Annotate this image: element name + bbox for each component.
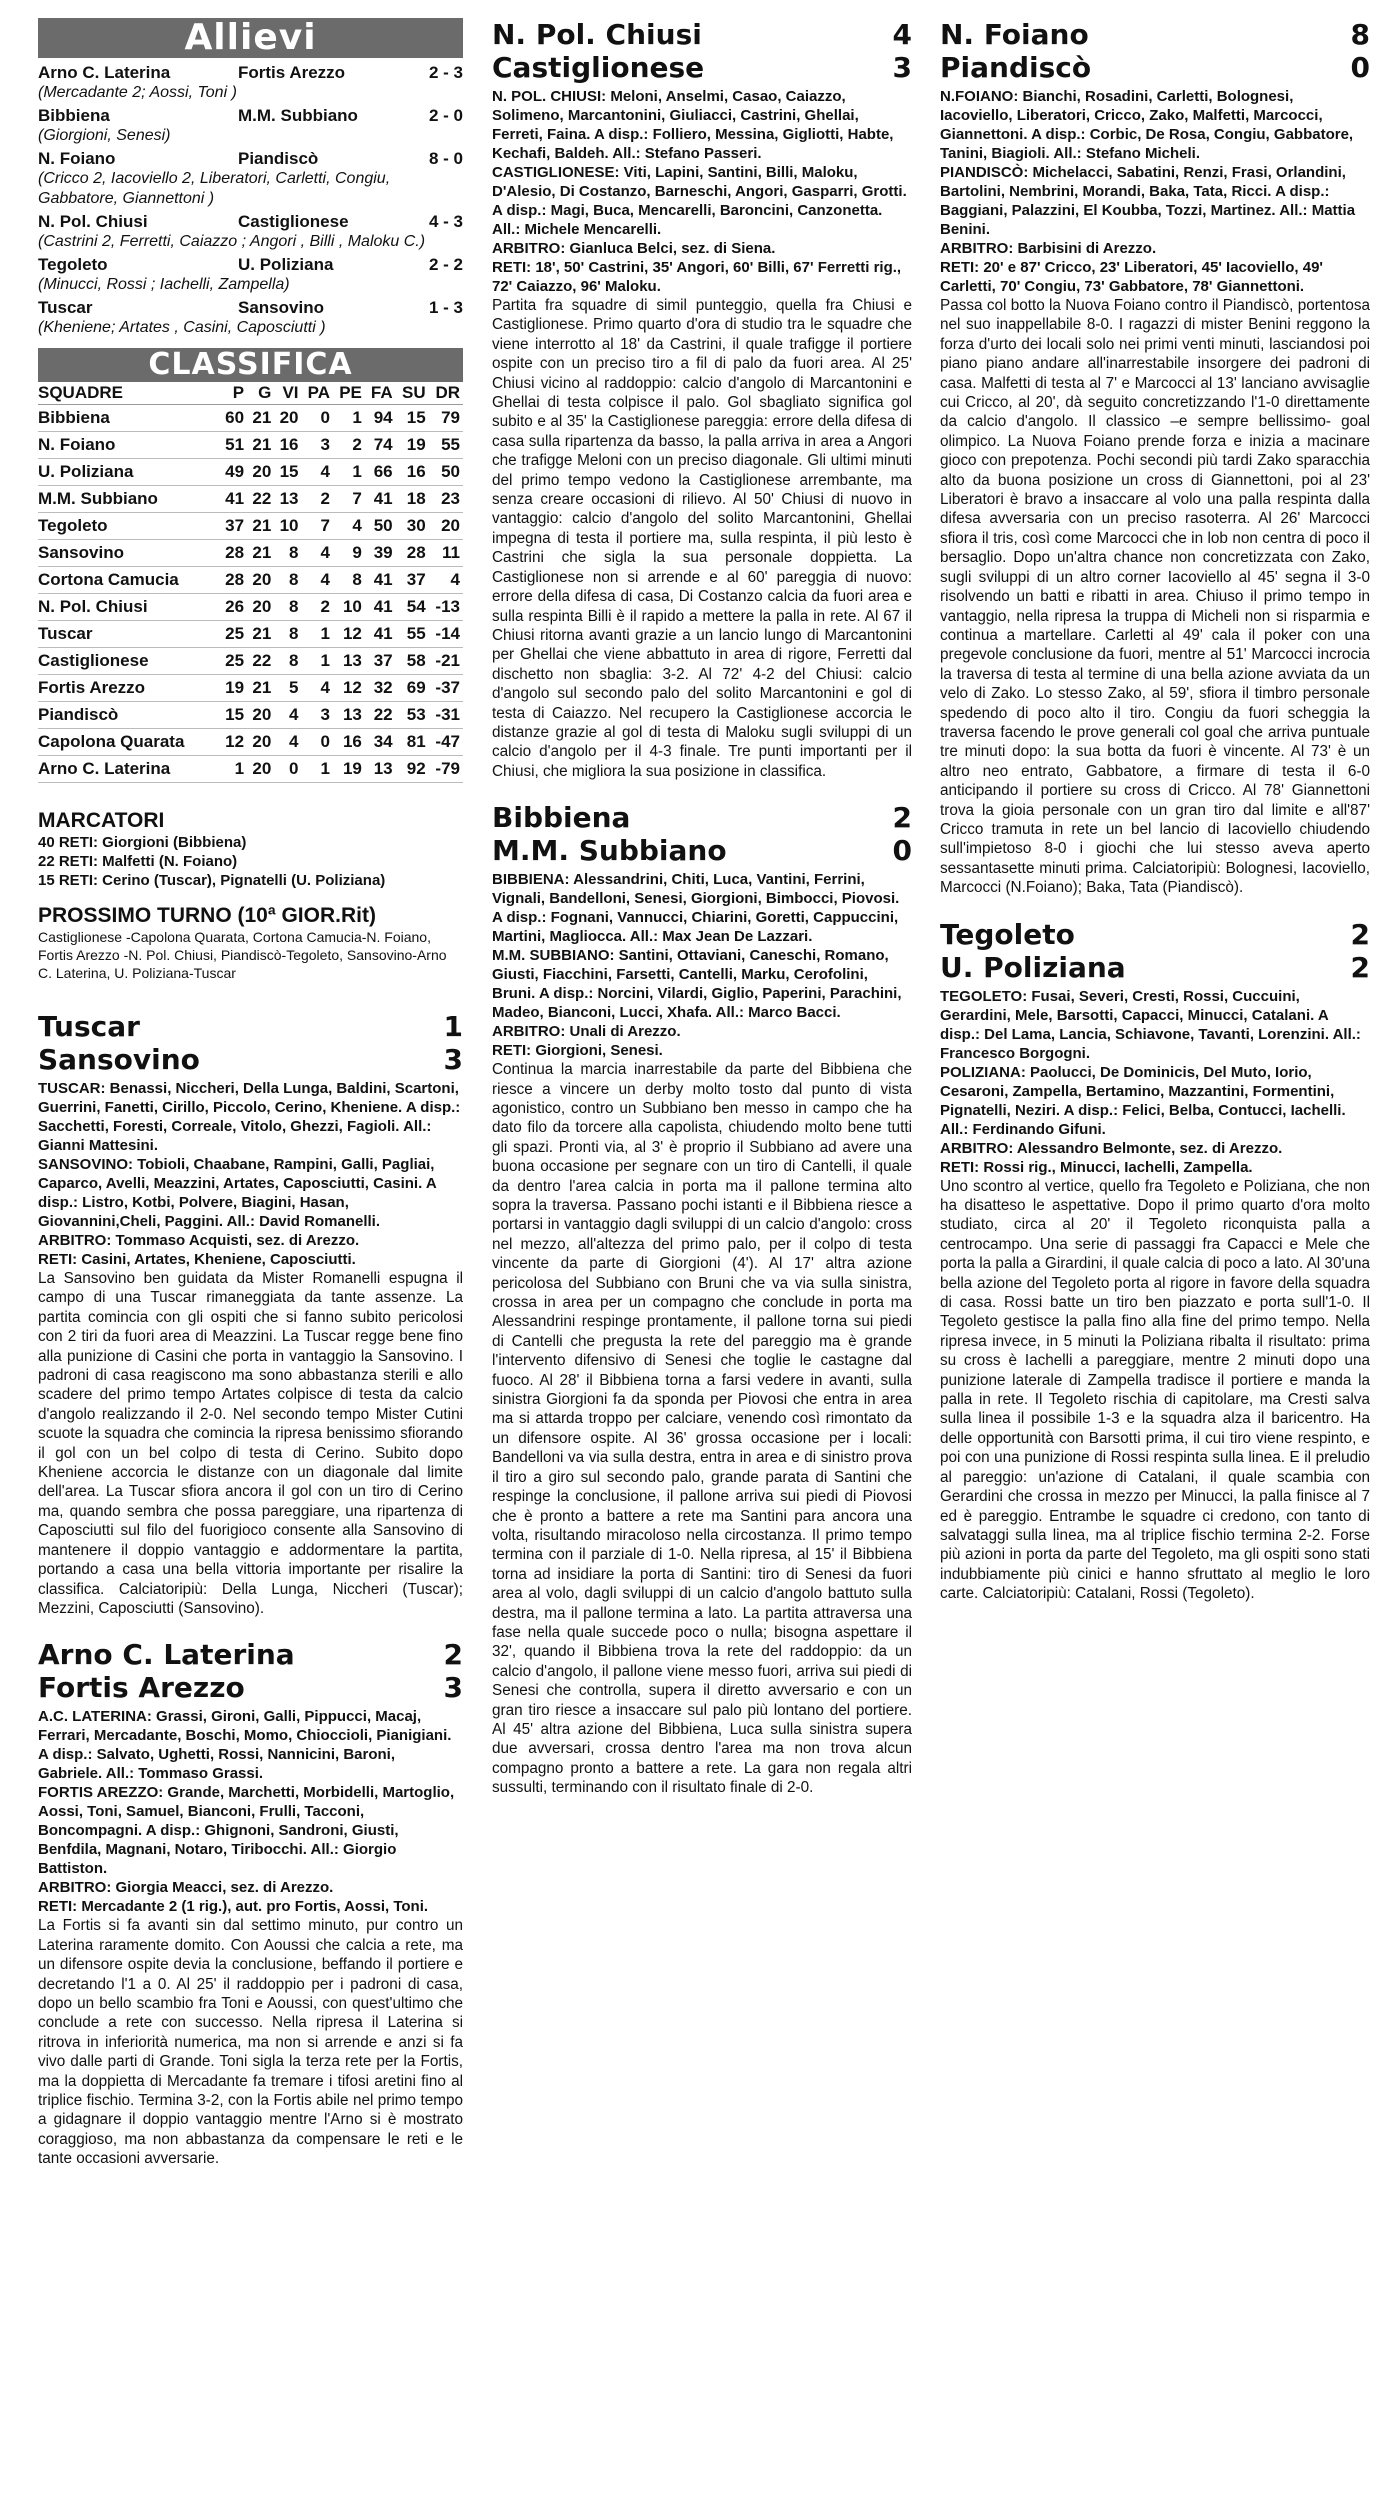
- result-row: [38, 62, 463, 83]
- stat-cell: 53: [396, 702, 429, 729]
- result-home: Bibbiena: [38, 106, 110, 125]
- results-list: [38, 62, 463, 338]
- reti: RETI: Casini, Artates, Kheniene, Caposciutti.: [38, 1251, 356, 1268]
- result-home: Tegoleto: [38, 255, 108, 274]
- table-row: [38, 756, 463, 783]
- match-article: [940, 18, 1370, 898]
- stat-cell: 49: [220, 459, 247, 486]
- stat-cell: 20: [247, 567, 274, 594]
- arbitro: ARBITRO: Alessandro Belmonte, sez. di Arezzo.: [940, 1139, 1283, 1157]
- result-score: 8 - 0: [428, 149, 463, 168]
- match-away: U. Poliziana: [940, 950, 1126, 984]
- match-away-score: 0: [892, 834, 912, 868]
- stat-cell: 10: [333, 594, 365, 621]
- result-scorers: (Giorgioni, Senesi): [38, 127, 171, 144]
- stat-cell: 21: [247, 540, 274, 567]
- stat-cell: 94: [365, 405, 396, 432]
- stat-cell: 4: [333, 513, 365, 540]
- column-middle: [492, 18, 912, 1798]
- match-away-score: 0: [1350, 51, 1370, 84]
- stat-cell: 66: [365, 459, 396, 486]
- stat-cell: 11: [429, 540, 463, 567]
- stat-cell: 0: [274, 756, 301, 783]
- lineup-away: M.M. SUBBIANO: Santini, Ottaviani, Caneschi, Romano, Giusti, Fiacchini, Farsetti, Cantelli, Marku, Cerofolini, Bruni. A disp.: Norcini, Vilardi, Giglio, Paperini, Parachini, Madeo, Bianconi, Lucci, Xhafa. All.: Marco Bacci.: [492, 947, 902, 1022]
- table-row: [38, 675, 463, 702]
- result-home: N. Foiano: [38, 149, 116, 168]
- stat-cell: 41: [365, 567, 396, 594]
- standings-header-cell: PA: [302, 382, 333, 405]
- stat-cell: 7: [333, 486, 365, 513]
- lineup-away: SANSOVINO: Tobioli, Chaabane, Rampini, Galli, Pagliai, Caparco, Avelli, Meazzini, Artates, Caposciutti, Casini. A disp.: Listro, Kotbi, Polvere, Biagini, Hasan, Giovannini,Cheli, Paggini. All.: David Romanelli.: [38, 1156, 437, 1230]
- match-home: Tuscar: [38, 1010, 140, 1043]
- stat-cell: 13: [333, 648, 365, 675]
- match-report: Partita fra squadre di simil punteggio, quella fra Chiusi e Castiglionese. Primo quarto d'ora di studio tra le squadre che viene interrotto al 18' da Castrini, il quale trafigge il portiere ospite con un preciso tiro a fil di palo da fuori area. Al 25' Chiusi vicino al raddoppio: calcio d'angolo di Marcantonini e Ghellai di testa colpisce il palo. Gol sbagliato significa gol subito e al 35' la Castiglionese pareggia: errore della difesa di casa sulla ripartenza da basso, la palla arriva in area a Angori che trafigge Meloni con un preciso diagonale. Gli ultimi minuti del primo tempo vedono la Castiglionese arrembante, ma senza creare occasioni di rilievo. Al 50' Chiusi di nuovo in vantaggio: calcio d'angolo del solito Marcantonini, Ghellai impegna di testa il portiere ma, sulla respinta, il più lesto è Castrini che sigla la sua personale doppietta. La Castiglionese non si arrende e al 60' pareggia di nuovo: errore della difesa di casa, Di Costanzo calcia da fuori area e sulla respinta Billi è il rapido a mettere la palla in rete. Al 67 il Chiusi ritorna avanti grazie a un lancio lungo di Marcantonini per Ghellai che viene abbattuto in area di rigore, Ferretti dal dischetto non sbaglia: 3-2. Al 72' 4-2 del Chiusi: calcio d'angolo sul secondo palo del solito Marcantonini e gol di testa di Caiazzo. Nel recupero la Castiglionese accorcia le distanze grazie al gol di testa di Maloku sugli sviluppi di un calcio d'angolo per il 4-3 finale. Tre punti importanti per il Chiusi, che migliora la sua posizione in classifica.: [492, 297, 912, 780]
- lineup-away: FORTIS AREZZO: Grande, Marchetti, Morbidelli, Martoglio, Aossi, Toni, Samuel, Bianconi, Frulli, Tacconi, Boncompagni. A disp.: Ghignoni, Sandroni, Giusti, Benfdila, Magnani, Notaro, Tiribocchi. All.: Giorgio Battiston.: [38, 1784, 455, 1878]
- match-away: Fortis Arezzo: [38, 1671, 245, 1705]
- stat-cell: 21: [247, 621, 274, 648]
- stat-cell: 32: [365, 675, 396, 702]
- stat-cell: 15: [274, 459, 301, 486]
- result-home: Arno C. Laterina: [38, 63, 171, 82]
- stat-cell: 92: [396, 756, 429, 783]
- stat-cell: 15: [396, 405, 429, 432]
- table-row: [38, 459, 463, 486]
- scorer-line: 40 RETI: Giorgioni (Bibbiena): [38, 834, 247, 851]
- standings-header-cell: PE: [333, 382, 365, 405]
- stat-cell: 16: [274, 432, 301, 459]
- stat-cell: 8: [274, 594, 301, 621]
- stat-cell: -14: [429, 621, 463, 648]
- match-away-score: 3: [443, 1671, 463, 1705]
- stat-cell: 55: [429, 432, 463, 459]
- result-row: [38, 148, 463, 169]
- column-left: [38, 18, 463, 2169]
- match-home: N. Pol. Chiusi: [492, 18, 702, 51]
- team-name: M.M. Subbiano: [38, 486, 220, 513]
- match-home-row: [940, 18, 1370, 51]
- stat-cell: 9: [333, 540, 365, 567]
- match-home: N. Foiano: [940, 18, 1089, 51]
- stat-cell: 13: [333, 702, 365, 729]
- result-away: Fortis Arezzo: [238, 63, 346, 82]
- team-name: Arno C. Laterina: [38, 756, 220, 783]
- match-home-score: 1: [443, 1010, 463, 1043]
- stat-cell: 4: [302, 675, 333, 702]
- match-away: Piandiscò: [940, 51, 1092, 84]
- reti: RETI: 18', 50' Castrini, 35' Angori, 60' Billi, 67' Ferretti rig., 72' Caiazzo, 96' Maloku.: [492, 259, 902, 295]
- match-away-row: [492, 834, 912, 867]
- stat-cell: 12: [220, 729, 247, 756]
- standings-table: [38, 382, 463, 783]
- team-name: N. Pol. Chiusi: [38, 594, 220, 621]
- stat-cell: 21: [247, 432, 274, 459]
- stat-cell: 51: [220, 432, 247, 459]
- stat-cell: -37: [429, 675, 463, 702]
- stat-cell: 4: [274, 729, 301, 756]
- table-row: [38, 594, 463, 621]
- team-name: Sansovino: [38, 540, 220, 567]
- stat-cell: 39: [365, 540, 396, 567]
- stat-cell: 79: [429, 405, 463, 432]
- stat-cell: 22: [365, 702, 396, 729]
- match-home-score: 8: [1350, 18, 1370, 51]
- stat-cell: 26: [220, 594, 247, 621]
- table-row: [38, 432, 463, 459]
- table-row: [38, 702, 463, 729]
- stat-cell: 41: [365, 486, 396, 513]
- stat-cell: 19: [396, 432, 429, 459]
- match-article: [492, 801, 912, 1797]
- stat-cell: 15: [220, 702, 247, 729]
- result-scorers: (Minucci, Rossi ; Iachelli, Zampella): [38, 276, 290, 293]
- match-report: Uno scontro al vertice, quello fra Tegoleto e Poliziana, che non ha disatteso le aspettative. Dopo il primo quarto d'ora molto studiato, circa al 20' il Tegoleto riconquista palla a centrocampo. Una serie di passaggi fra Capacci e Mele che porta la palla a Girardini, il quale calcia di poco a lato. Al 30'una bella azione del Tegoleto porta al rigore in favore della squadra di casa. Rossi batte un tiro ben piazzato e porta sull'1-0. Il Tegoleto gestisce la palla fino alla fine del primo tempo. Nella ripresa invece, in 5 minuti la Poliziana ribalta il risultato: prima su cross è Iachelli a pareggiare, mentre 2 minuti dopo una punizione laterale di Zampella tradisce il portiere e manda la palla in rete. Il Tegoleto rischia di capitolare, ma Cresti salva sulla linea il possibile 1-3 e la squadra alza il baricentro. Ha delle opportunità con Barsotti prima, il cui tiro viene respinto, e poi con una punizione di Rossi respinta sulla linea. E il preludio al pareggio: un'azione di Catalani, il quale scambia con Gerardini che crossa in mezzo per Minucci, la palla finisce al 7 ed è pareggio. Entrambe le squadre ci credono, con tanto di salvataggi sulla linea, ma al triplice fischio termina 2-2. Forse più azioni in porta da parte del Tegoleto, ma gli ospiti sono stati indubbiamente più cinici e hanno sfruttato al meglio le loro carte. Calciatoripiù: Catalani, Rossi (Tegoleto).: [940, 1177, 1370, 1603]
- marcatori-title: MARCATORI: [38, 809, 165, 832]
- match-home-row: [940, 918, 1370, 951]
- stat-cell: 50: [429, 459, 463, 486]
- result-score: 2 - 3: [428, 63, 463, 82]
- match-home-score: 4: [892, 18, 912, 51]
- match-away-row: [940, 51, 1370, 84]
- lineup-away: POLIZIANA: Paolucci, De Dominicis, Del Muto, Iorio, Cesaroni, Zampella, Bertamino, Mazzantini, Formentini, Pignatelli, Neziri. A disp.: Felici, Belba, Contucci, Iachelli. All.: Ferdinando Gifuni.: [940, 1063, 1346, 1138]
- stat-cell: 0: [302, 729, 333, 756]
- result-away: U. Poliziana: [238, 255, 334, 274]
- stat-cell: 2: [302, 594, 333, 621]
- standings-header-cell: P: [220, 382, 247, 405]
- stat-cell: 12: [333, 621, 365, 648]
- lineup-away: PIANDISCÒ: Michelacci, Sabatini, Renzi, Frasi, Orlandini, Bartolini, Nembrini, Morandi, Baka, Tata, Ricci. A disp.: Baggiani, Palazzini, El Koubba, Tozzi, Martinez. All.: Mattia Benini.: [940, 164, 1356, 238]
- match-home-score: 2: [1350, 917, 1370, 951]
- stat-cell: 25: [220, 621, 247, 648]
- stat-cell: -79: [429, 756, 463, 783]
- lineup-home: A.C. LATERINA: Grassi, Gironi, Galli, Pippucci, Macaj, Ferrari, Mercadante, Boschi, Momo, Chioccioli, Pianigiani. A disp.: Salvato, Ughetti, Rossi, Nannicini, Baroni, Gabriele. All.: Tommaso Grassi.: [38, 1708, 452, 1783]
- stat-cell: 41: [365, 594, 396, 621]
- standings-header-cell: SQUADRE: [38, 382, 220, 405]
- result-score: 2 - 0: [428, 106, 463, 125]
- stat-cell: 1: [220, 756, 247, 783]
- table-row: [38, 621, 463, 648]
- standings-header-cell: FA: [365, 382, 396, 405]
- match-home-row: [492, 18, 912, 51]
- stat-cell: 18: [396, 486, 429, 513]
- match-report: Passa col botto la Nuova Foiano contro il Piandiscò, portentosa nel suo inappellabile 8-0. I ragazzi di mister Benini reggono la forza d'urto dei locali solo nei primi venti minuti, lasciandosi poi piano piano andare all'inarrestabile insorgere dei padroni di casa. Malfetti di testa al 7' e Marcocci al 13' lanciano avvisaglie cui Cricco, al 20', dà seguito concretizzando l'1-0 direttamente da calcio d'angolo. Il classico –e sempre bellissimo- goal olimpico. La Nuova Foiano prende forza e inizia a macinare gioco con prepotenza. Pochi secondi più tardi Zako sparacchia alto da buona posizione un cross di Giannettoni, poi al 23' Liberatori è bravo a insaccare al volo una palla respinta dalla difesa avversaria con un preciso rasoterra. Al 26' Marcocci sfiora il tris, così come Marcocci che in lob non centra di poco il bersaglio. Dopo un'altra chance non concretizzata con Zako, sugli sviluppi di un altro corner Iacoviello al 45' segna il 3-0 risolvendo un batti e ribatti in area. Chiuso il primo tempo in vantaggio, nella ripresa la truppa di Micheli non si risparmia e continua a martellare. Carletti al 49' cala il poker con una pregevole conclusione da fuori, mentre al 51' Marcocci incrocia la traversa di testa al termine di una bella azione avviata da un velo di Zako. Lo stesso Zako, al 59', sfiora il timbro personale spedendo di poco alto il tiro. Congiu da fuori scheggia la traversa facendo le prove generali col goal che arriva puntuale tre minuti dopo: la sua botta da fuori è vincente. Al 73' è un altro neo entrato, Gabbatore, a firmare di testa il 6-0 anticipando il portiere su cross di Cricco. Al 78' Giannettoni trova la gioia personale con un gran tiro dal limite e all'87' Cricco tramuta in rete un bel lancio di Iacoviello chiudendo sull'impietoso 8-0 i giochi che lui stesso aveva aperto sessantasette minuti prima. Calciatoripiù: Bolognesi, Iacoviello, Marcocci (N.Foiano); Baka, Tata (Piandiscò).: [940, 297, 1370, 897]
- stat-cell: 8: [274, 540, 301, 567]
- arbitro: ARBITRO: Giorgia Meacci, sez. di Arezzo.: [38, 1879, 334, 1897]
- stat-cell: 1: [333, 459, 365, 486]
- stat-cell: 20: [247, 702, 274, 729]
- reti: RETI: Mercadante 2 (1 rig.), aut. pro Fortis, Aossi, Toni.: [38, 1898, 429, 1916]
- result-away: Sansovino: [238, 298, 324, 317]
- stat-cell: 20: [247, 729, 274, 756]
- table-row: [38, 729, 463, 756]
- stat-cell: 8: [333, 567, 365, 594]
- stat-cell: 20: [247, 594, 274, 621]
- match-home-row: [38, 1010, 463, 1043]
- result-row: [38, 254, 463, 275]
- team-name: Tuscar: [38, 621, 220, 648]
- standings-header-row: [38, 382, 463, 405]
- match-away-row: [38, 1043, 463, 1076]
- match-home-row: [38, 1638, 463, 1671]
- stat-cell: 3: [302, 702, 333, 729]
- stat-cell: 13: [365, 756, 396, 783]
- table-row: [38, 567, 463, 594]
- arbitro: ARBITRO: Tommaso Acquisti, sez. di Arezzo.: [38, 1232, 360, 1249]
- result-home: Tuscar: [38, 298, 93, 317]
- result-away: M.M. Subbiano: [238, 106, 358, 125]
- stat-cell: 16: [396, 459, 429, 486]
- result-score: 4 - 3: [428, 212, 463, 231]
- stat-cell: 2: [333, 432, 365, 459]
- stat-cell: 7: [302, 513, 333, 540]
- match-home-score: 2: [443, 1638, 463, 1672]
- stat-cell: 19: [220, 675, 247, 702]
- stat-cell: 4: [302, 540, 333, 567]
- result-home: N. Pol. Chiusi: [38, 212, 148, 231]
- scorer-line: 15 RETI: Cerino (Tuscar), Pignatelli (U. Poliziana): [38, 872, 386, 889]
- match-away-score: 3: [892, 51, 912, 84]
- stat-cell: 69: [396, 675, 429, 702]
- stat-cell: 19: [333, 756, 365, 783]
- stat-cell: 34: [365, 729, 396, 756]
- lineup-home: TEGOLETO: Fusai, Severi, Cresti, Rossi, Cuccuini, Gerardini, Mele, Barsotti, Capacci, Minucci, Catalani. A disp.: Del Lama, Lancia, Schiavone, Tavanti, Lorenzini. All.: Francesco Borgogni.: [940, 987, 1361, 1062]
- result-scorers: (Kheniene; Artates , Casini, Caposciutti ): [38, 319, 326, 336]
- prossimo-turno-text: Castiglionese -Capolona Quarata, Cortona Camucia-N. Foiano, Fortis Arezzo -N. Pol. Chiusi, Piandiscò-Tegoleto, Sansovino-Arno C. Laterina, U. Poliziana-Tuscar: [38, 929, 447, 981]
- lineup-home: N. POL. CHIUSI: Meloni, Anselmi, Casao, Caiazzo, Solimeno, Marcantonini, Giuliacci, Castrini, Ghellai, Ferreti, Faina. A disp.: Folliero, Messina, Gigliotti, Habte, Kechafi, Baldeh. All.: Stefano Passeri.: [492, 88, 894, 162]
- stat-cell: 23: [429, 486, 463, 513]
- stat-cell: 1: [302, 756, 333, 783]
- match-report: La Sansovino ben guidata da Mister Romanelli espugna il campo di una Tuscar rimaneggiata da tante assenze. La partita comincia con gli ospiti che si fanno subito pericolosi con 2 tiri da fuori area di Meazzini. La Tuscar regge bene fino alla punizione di Casini che porta in vantaggio la Sansovino. I padroni di casa reagiscono ma sono abbastanza sterili e allo scadere del primo tempo Artates colpisce di testa da calcio d'angolo realizzando il 2-0. Nel secondo tempo Mister Cutini scuote la squadra che comincia la ripresa benissimo sfiorando il gol con un bel colpo di testa di Cerino. Subito dopo Kheniene accorcia le distanze con un diagonale dal limite dell'area. La Tuscar sfiora ancora il gol con un tiro di Cerino ma, quando sembra che possa pareggiare, una ripartenza di Caposciutti sul filo del fuorigioco consente alla Sansovino di mantenere il doppio vantaggio e addormentare la partita, portando a casa una bella vittoria importante per risalire la classifica. Calciatoripiù: Della Lunga, Niccheri (Tuscar); Mezzini, Caposciutti (Sansovino).: [38, 1270, 463, 1617]
- result-scorers: (Cricco 2, Iacoviello 2, Liberatori, Carletti, Congiu, Gabbatore, Giannettoni ): [38, 170, 391, 207]
- stat-cell: -21: [429, 648, 463, 675]
- stat-cell: 16: [333, 729, 365, 756]
- stat-cell: 5: [274, 675, 301, 702]
- standings-header-cell: VI: [274, 382, 301, 405]
- stat-cell: 0: [302, 405, 333, 432]
- result-row: [38, 211, 463, 232]
- match-away-row: [38, 1671, 463, 1704]
- arbitro: ARBITRO: Gianluca Belci, sez. di Siena.: [492, 240, 776, 257]
- stat-cell: 4: [429, 567, 463, 594]
- team-name: Capolona Quarata: [38, 729, 220, 756]
- stat-cell: 21: [247, 513, 274, 540]
- result-score: 1 - 3: [428, 298, 463, 317]
- stat-cell: 28: [220, 567, 247, 594]
- stat-cell: 21: [247, 405, 274, 432]
- stat-cell: 20: [274, 405, 301, 432]
- lineup-away: CASTIGLIONESE: Viti, Lapini, Santini, Billi, Maloku, D'Alesio, Di Costanzo, Barneschi, Angori, Gasparri, Grotti. A disp.: Magi, Buca, Mencarelli, Baroncini, Canzonetta. All.: Michele Mencarelli.: [492, 164, 907, 238]
- stat-cell: 8: [274, 621, 301, 648]
- stat-cell: 54: [396, 594, 429, 621]
- result-row: [38, 105, 463, 126]
- table-row: [38, 486, 463, 513]
- match-article: [492, 18, 912, 781]
- match-home: Arno C. Laterina: [38, 1638, 295, 1672]
- stat-cell: 58: [396, 648, 429, 675]
- marcatori-list: [38, 833, 463, 890]
- stat-cell: 3: [302, 432, 333, 459]
- match-report: Continua la marcia inarrestabile da parte del Bibbiena che riesce a vincere un derby molto tosto dal punto di vista agonistico, contro un Subbiano ben messo in campo che ha dato filo da torcere alla capolista, chiudendo molto bene tutti gli spazi. Pronti via, al 3' è proprio il Subbiano ad avere una buona occasione per segnare con un tiro di Cantelli, il quale da dentro l'area calcia in porta ma il pallone termina alto sopra la traversa. Passano pochi istanti e il Bibbiena riesce a portarsi in vantaggio dagli sviluppi di un calcio d'angolo: cross nel mezzo, all'altezza del primo palo, per il colpo di testa vincente da parte di Giorgioni (4'). Al 17' altra azione pericolosa del Subbiano con Bruni che va via sulla sinistra, crossa in area per un compagno che conclude in porta ma Alessandrini respinge prontamente, il pallone torna sui piedi di Cantelli che pregusta la rete del pareggio ma è grande l'intervento difensivo di Senesi che toglie le castagne dal fuoco. Al 28' il Bibbiena torna a farsi vedere in avanti, sulla sinistra Giorgioni fa da sponda per Piovosi che entra in area ma si attarda troppo per calciare, venendo così rimontato da un difensore ospite. Al 36' grossa occasione per i locali: Bandelloni va via sulla destra, entra in area e di sinistro prova il tiro a giro sul secondo palo, grande parata di Santini che respinge la conclusione, il pallone arriva sui piedi di Piovosi che è pronto a battere a rete ma Santini para ancora una volta, risultando miracoloso nella circostanza. Il primo tempo termina con il parziale di 1-0. Nella ripresa, al 15' il Bibbiena torna ad insidiare la porta di Santini: tiro di Senesi da fuori area al volo, dagli sviluppi di un calcio d'angolo battuto sulla destra, ma il pallone termina a lato. La partita attraversa una fase nella quale succede poco o nulla; bisogna aspettare il 32', quando il Bibbiena trova la rete del raddoppio: da un calcio d'angolo, il pallone viene messo fuori, arriva sui piedi di Senesi che controlla, supera il diretto avversario e con un gran tiro riesce a insaccare sul palo più lontano del portiere. Al 45' altra azione del Bibbiena, Luca sulla sinistra supera due avversari, crossa dentro l'area ma non trova alcun compagno pronto a battere a rete. La gara non regala altri sussulti, terminando con il risultato finale di 2-0.: [492, 1061, 912, 1797]
- standings-header-cell: G: [247, 382, 274, 405]
- standings-header-cell: DR: [429, 382, 463, 405]
- stat-cell: 81: [396, 729, 429, 756]
- prossimo-turno-title: PROSSIMO TURNO (10ª GIOR.Rit): [38, 904, 376, 927]
- stat-cell: 1: [333, 405, 365, 432]
- team-name: Tegoleto: [38, 513, 220, 540]
- stat-cell: 22: [247, 648, 274, 675]
- stat-cell: 28: [396, 540, 429, 567]
- match-away: Sansovino: [38, 1043, 200, 1076]
- stat-cell: 37: [220, 513, 247, 540]
- stat-cell: 12: [333, 675, 365, 702]
- match-away-row: [940, 951, 1370, 984]
- match-home: Bibbiena: [492, 801, 631, 835]
- arbitro: ARBITRO: Unali di Arezzo.: [492, 1023, 681, 1041]
- match-home: Tegoleto: [940, 917, 1075, 951]
- stat-cell: 37: [396, 567, 429, 594]
- result-score: 2 - 2: [428, 255, 463, 274]
- result-away: Piandiscò: [238, 149, 319, 168]
- match-article: [38, 1010, 463, 1618]
- match-away-row: [492, 51, 912, 84]
- stat-cell: 22: [247, 486, 274, 513]
- match-away: Castiglionese: [492, 51, 705, 84]
- stat-cell: 20: [247, 459, 274, 486]
- result-scorers: (Castrini 2, Ferretti, Caiazzo ; Angori , Billi , Maloku C.): [38, 233, 426, 250]
- stat-cell: 4: [302, 567, 333, 594]
- stat-cell: 13: [274, 486, 301, 513]
- table-row: [38, 540, 463, 567]
- stat-cell: 8: [274, 648, 301, 675]
- match-article: [38, 1638, 463, 2168]
- standings-header-cell: SU: [396, 382, 429, 405]
- team-name: Bibbiena: [38, 405, 220, 432]
- classifica-header: CLASSIFICA: [38, 348, 463, 382]
- lineup-home: N.FOIANO: Bianchi, Rosadini, Carletti, Bolognesi, Iacoviello, Liberatori, Cricco, Zako, Malfetti, Marcocci, Giannettoni. A disp.: Corbic, De Rosa, Congiu, Gabbatore, Tanini, Biagioli. All.: Stefano Micheli.: [940, 88, 1354, 162]
- stat-cell: 60: [220, 405, 247, 432]
- stat-cell: -13: [429, 594, 463, 621]
- team-name: Piandiscò: [38, 702, 220, 729]
- reti: RETI: Giorgioni, Senesi.: [492, 1042, 663, 1060]
- table-row: [38, 648, 463, 675]
- lineup-home: TUSCAR: Benassi, Niccheri, Della Lunga, Baldini, Scartoni, Guerrini, Fanetti, Cirillo, Piccolo, Cerino, Kheniene. A disp.: Sacchetti, Foresti, Correale, Vitolo, Ghezzi, Fagioli. All.: Gianni Mattesini.: [38, 1080, 461, 1154]
- table-row: [38, 513, 463, 540]
- match-away: M.M. Subbiano: [492, 834, 727, 868]
- stat-cell: 10: [274, 513, 301, 540]
- match-away-score: 2: [1350, 950, 1370, 984]
- stat-cell: 30: [396, 513, 429, 540]
- column-right: [940, 18, 1370, 1604]
- reti: RETI: Rossi rig., Minucci, Iachelli, Zampella.: [940, 1158, 1253, 1176]
- lineup-home: BIBBIENA: Alessandrini, Chiti, Luca, Vantini, Ferrini, Vignali, Bandelloni, Senesi, Giorgioni, Bimbocci, Piovosi. A disp.: Fognani, Vannucci, Chiarini, Goretti, Cappuccini, Martini, Magliocca. All.: Max Jean De Lazzari.: [492, 871, 900, 946]
- team-name: Cortona Camucia: [38, 567, 220, 594]
- table-row: [38, 405, 463, 432]
- stat-cell: 25: [220, 648, 247, 675]
- match-home-score: 2: [892, 801, 912, 835]
- stat-cell: 55: [396, 621, 429, 648]
- stat-cell: 4: [302, 459, 333, 486]
- stat-cell: 1: [302, 648, 333, 675]
- match-report: La Fortis si fa avanti sin dal settimo minuto, pur contro un Laterina raramente domito. Con Aoussi che calcia a rete, ma un difensore ospite devia la conclusione, beffando il portiere e decretando l'1 a 0. Al 25' il raddoppio per i padroni di casa, dopo un bello scambio fra Toni e Aoussi, con quest'ultimo che conclude a rete con successo. Nella ripresa il Laterina si ritrova in inferiorità numerica, ma non si arrende e anzi si fa vivo dalle parti di Grande. Toni sigla la terza rete per la Fortis, ma la doppietta di Mercadante fa tremare i tifosi aretini fino al triplice fischio. Termina 3-2, con la Fortis abile nel primo tempo a gidagnare il doppio vantaggio mentre l'Arno si è mostrato coraggioso, ma non abbastanza da compensare le reti e le tante occasioni avversarie.: [38, 1917, 463, 2168]
- stat-cell: -31: [429, 702, 463, 729]
- result-scorers: (Mercadante 2; Aossi, Toni ): [38, 84, 237, 101]
- scorer-line: 22 RETI: Malfetti (N. Foiano): [38, 853, 238, 870]
- match-article: [940, 918, 1370, 1604]
- team-name: U. Poliziana: [38, 459, 220, 486]
- stat-cell: 21: [247, 675, 274, 702]
- stat-cell: 41: [220, 486, 247, 513]
- team-name: Castiglionese: [38, 648, 220, 675]
- team-name: Fortis Arezzo: [38, 675, 220, 702]
- stat-cell: 50: [365, 513, 396, 540]
- match-away-score: 3: [443, 1043, 463, 1076]
- reti: RETI: 20' e 87' Cricco, 23' Liberatori, 45' Iacoviello, 49' Carletti, 70' Congiu, 73' Gabbatore, 78' Giannettoni.: [940, 259, 1323, 295]
- stat-cell: 20: [429, 513, 463, 540]
- stat-cell: 28: [220, 540, 247, 567]
- stat-cell: 8: [274, 567, 301, 594]
- stat-cell: 37: [365, 648, 396, 675]
- match-home-row: [492, 801, 912, 834]
- stat-cell: 1: [302, 621, 333, 648]
- stat-cell: 41: [365, 621, 396, 648]
- standings-body: [38, 405, 463, 783]
- result-away: Castiglionese: [238, 212, 349, 231]
- result-row: [38, 297, 463, 318]
- team-name: N. Foiano: [38, 432, 220, 459]
- stat-cell: -47: [429, 729, 463, 756]
- allievi-header: Allievi: [38, 18, 463, 58]
- stat-cell: 74: [365, 432, 396, 459]
- stat-cell: 2: [302, 486, 333, 513]
- arbitro: ARBITRO: Barbisini di Arezzo.: [940, 240, 1157, 257]
- stat-cell: 20: [247, 756, 274, 783]
- stat-cell: 4: [274, 702, 301, 729]
